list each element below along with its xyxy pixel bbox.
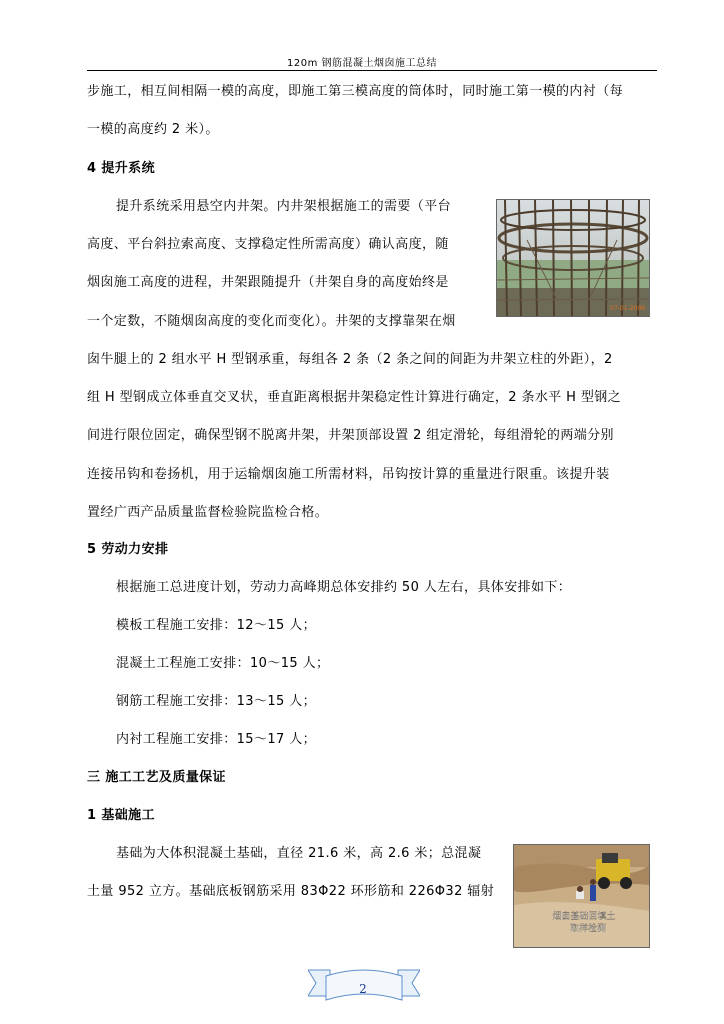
list-item: 钢筋工程施工安排：13～15 人； <box>116 694 317 709</box>
paragraph-line: 基础为大体积混凝土基础，直径 21.6 米，高 2.6 米；总混凝 <box>116 846 482 861</box>
page-number: 2 <box>359 982 367 996</box>
paragraph-line: 根据施工总进度计划，劳动力高峰期总体安排约 50 人左右，具体安排如下： <box>116 580 572 595</box>
foundation-photo <box>513 844 650 948</box>
paragraph-line: 土量 952 立方。基础底板钢筋采用 83Φ22 环形筋和 226Φ32 辐射 <box>87 884 495 899</box>
paragraph-line: 连接吊钩和卷扬机，用于运输烟囱施工所需材料，吊钩按计算的重量进行限重。该提升装 <box>87 467 610 482</box>
paragraph-line: 置经广西产品质量监督检验院监检合格。 <box>87 505 329 520</box>
header-title: 120m 钢筋混凝土烟囱施工总结 <box>286 58 437 69</box>
list-item: 内衬工程施工安排：15～17 人； <box>116 732 317 747</box>
paragraph-line: 一个定数，不随烟囱高度的变化而变化）。井架的支撑靠架在烟 <box>87 314 456 329</box>
section-heading-foundation: 1 基础施工 <box>87 808 155 823</box>
paragraph-line: 组 H 型钢成立体垂直交叉状，垂直距离根据井架稳定性计算进行确定，2 条水平 H 型钢之 <box>87 390 622 405</box>
paragraph-line: 步施工，相互间相隔一模的高度，即施工第三模高度的筒体时，同时施工第一模的内衬（每 <box>87 84 624 99</box>
paragraph-line: 一模的高度约 2 米）。 <box>87 122 219 137</box>
list-item: 混凝土工程施工安排：10～15 人； <box>116 656 330 671</box>
scaffold-photo <box>496 199 650 317</box>
section-heading-lifting-system: 4 提升系统 <box>87 161 155 176</box>
photo-caption: 取样检测 <box>569 924 607 934</box>
paragraph-line: 囱牛腿上的 2 组水平 H 型钢承重，每组各 2 条（2 条之间的间距为井架立柱的外距），2 <box>87 352 613 367</box>
photo-caption: 烟囱基础回填土 <box>552 912 616 922</box>
paragraph-line: 高度、平台斜拉索高度、支撑稳定性所需高度）确认高度，随 <box>87 237 449 252</box>
header-divider <box>87 70 657 71</box>
photo-date-stamp: 07-01-2009 <box>610 305 645 312</box>
paragraph-line: 提升系统采用悬空内井架。内井架根据施工的需要（平台 <box>116 199 452 214</box>
section-heading-labor: 5 劳动力安排 <box>87 542 169 557</box>
paragraph-line: 烟囱施工高度的进程，井架跟随提升（井架自身的高度始终是 <box>87 275 449 290</box>
section-heading-process: 三 施工工艺及质量保证 <box>87 770 226 785</box>
list-item: 模板工程施工安排：12～15 人； <box>116 618 317 633</box>
paragraph-line: 间进行限位固定，确保型钢不脱离井架，井架顶部设置 2 组定滑轮，每组滑轮的两端分别 <box>87 428 614 443</box>
